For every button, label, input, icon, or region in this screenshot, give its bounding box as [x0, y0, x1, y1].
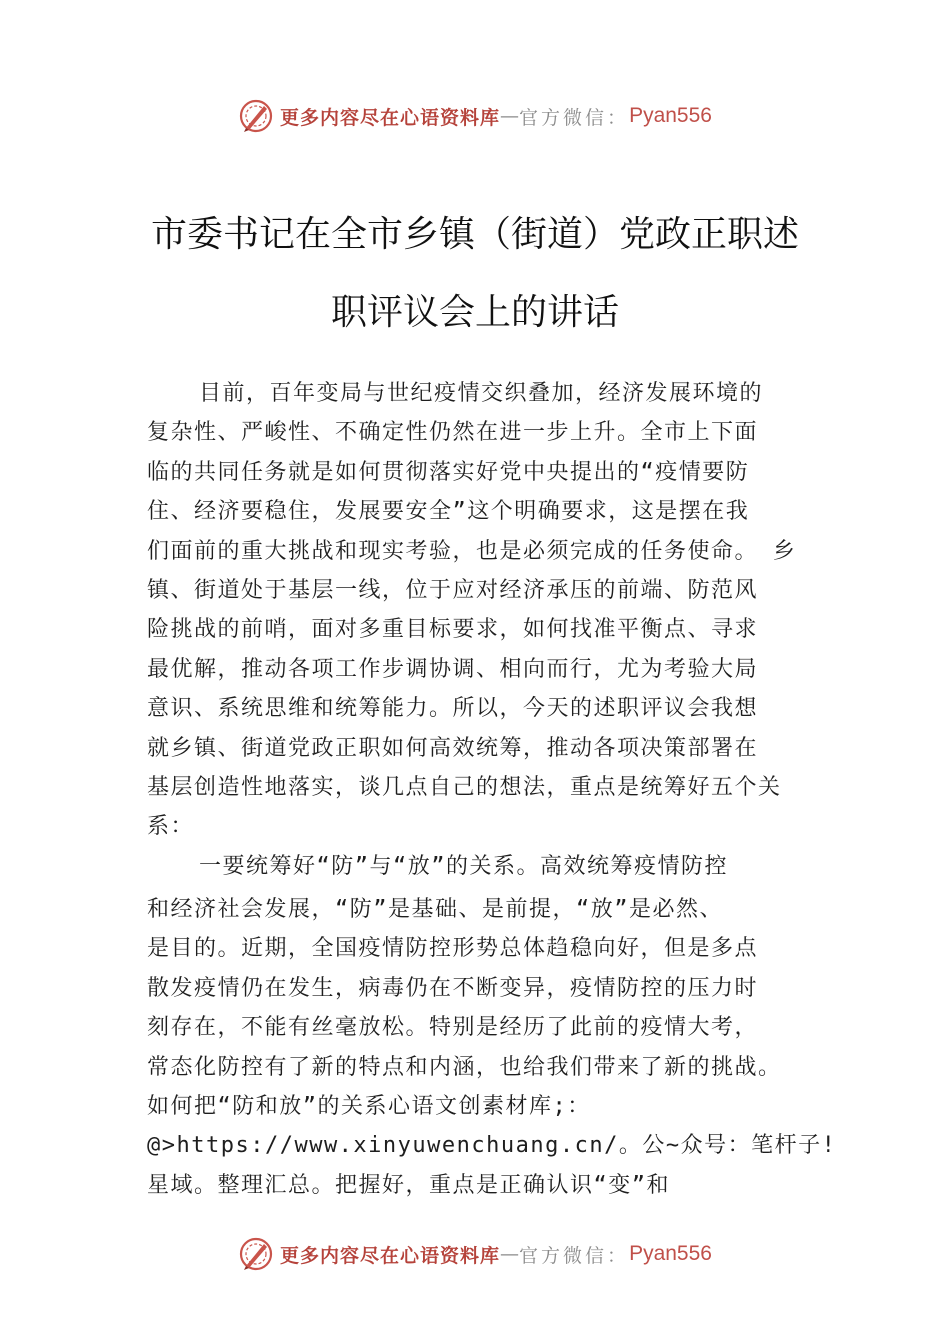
body-line: 最优解，推动各项工作步调协调、相向而行，尤为考验大局	[147, 656, 759, 682]
title-line-2: 职评议会上的讲话	[330, 292, 619, 333]
body-line: 系：	[147, 814, 195, 840]
body-line: 刻存在，不能有丝毫放松。特别是经历了此前的疫情大考，	[147, 1015, 759, 1041]
footer-banner	[0, 1234, 950, 1274]
body-line: 住、经济要稳住，发展要安全”这个明确要求，这是摆在我	[147, 499, 750, 525]
body-line: 目前，百年变局与世纪疫情交织叠加，经济发展环境的	[199, 381, 764, 406]
banner-dash: —	[500, 105, 520, 127]
body-line-url: @>https://www.xinyuwenchuang.cn/。公~众号：笔杆子!	[147, 1133, 837, 1159]
body-line: 散发疫情仍在发生，病毒仍在不断变异，疫情防控的压力时	[147, 975, 759, 1001]
wechat-id: Pyan556	[629, 1242, 712, 1265]
body-line: 临的共同任务就是如何贯彻落实好党中央提出的“疫情要防	[147, 459, 750, 485]
body-line: 镇、街道处于基层一线，位于应对经济承压的前端、防范风	[147, 577, 759, 603]
body-line: 一要统筹好“防”与“放”的关系。高效统筹疫情防控	[199, 853, 728, 879]
banner-dash: —	[500, 1243, 520, 1265]
pen-logo-icon	[238, 98, 274, 134]
site-name: 更多内容尽在心语资料库	[280, 106, 501, 129]
body-line: 是目的。近期，全国疫情防控形势总体趋稳向好，但是多点	[147, 936, 759, 962]
body-line: 意识、系统思维和统筹能力。所以，今天的述职评议会我想	[147, 696, 759, 722]
body-line: 如何把“防和放”的关系心语文创素材库;：	[147, 1094, 591, 1120]
document-body	[147, 374, 837, 1205]
official-wechat-label: 官方微信：	[519, 106, 630, 129]
body-line: 们面前的重大挑战和现实考验，也是必须完成的任务使命。 乡	[147, 538, 797, 564]
pen-logo-icon	[238, 1236, 274, 1272]
site-name: 更多内容尽在心语资料库	[280, 1244, 501, 1267]
header-banner	[0, 96, 950, 136]
title-line-1: 市委书记在全市乡镇（街道）党政正职述	[150, 214, 799, 255]
body-line: 星域。整理汇总。把握好，重点是正确认识“变”和	[147, 1172, 670, 1198]
body-line: 就乡镇、街道党政正职如何高效统筹，推动各项决策部署在	[147, 735, 759, 761]
body-line: 常态化防控有了新的特点和内涵，也给我们带来了新的挑战。	[147, 1054, 782, 1080]
wechat-id: Pyan556	[629, 104, 712, 127]
body-line: 复杂性、严峻性、不确定性仍然在进一步上升。全市上下面	[147, 420, 759, 446]
official-wechat-label: 官方微信：	[519, 1244, 630, 1267]
body-line: 和经济社会发展，“防”是基础、是前提，“放”是必然、	[147, 897, 723, 923]
body-line: 险挑战的前哨，面对多重目标要求，如何找准平衡点、寻求	[147, 617, 759, 643]
body-line: 基层创造性地落实，谈几点自己的想法，重点是统筹好五个关	[147, 774, 782, 800]
document-title	[0, 196, 950, 352]
